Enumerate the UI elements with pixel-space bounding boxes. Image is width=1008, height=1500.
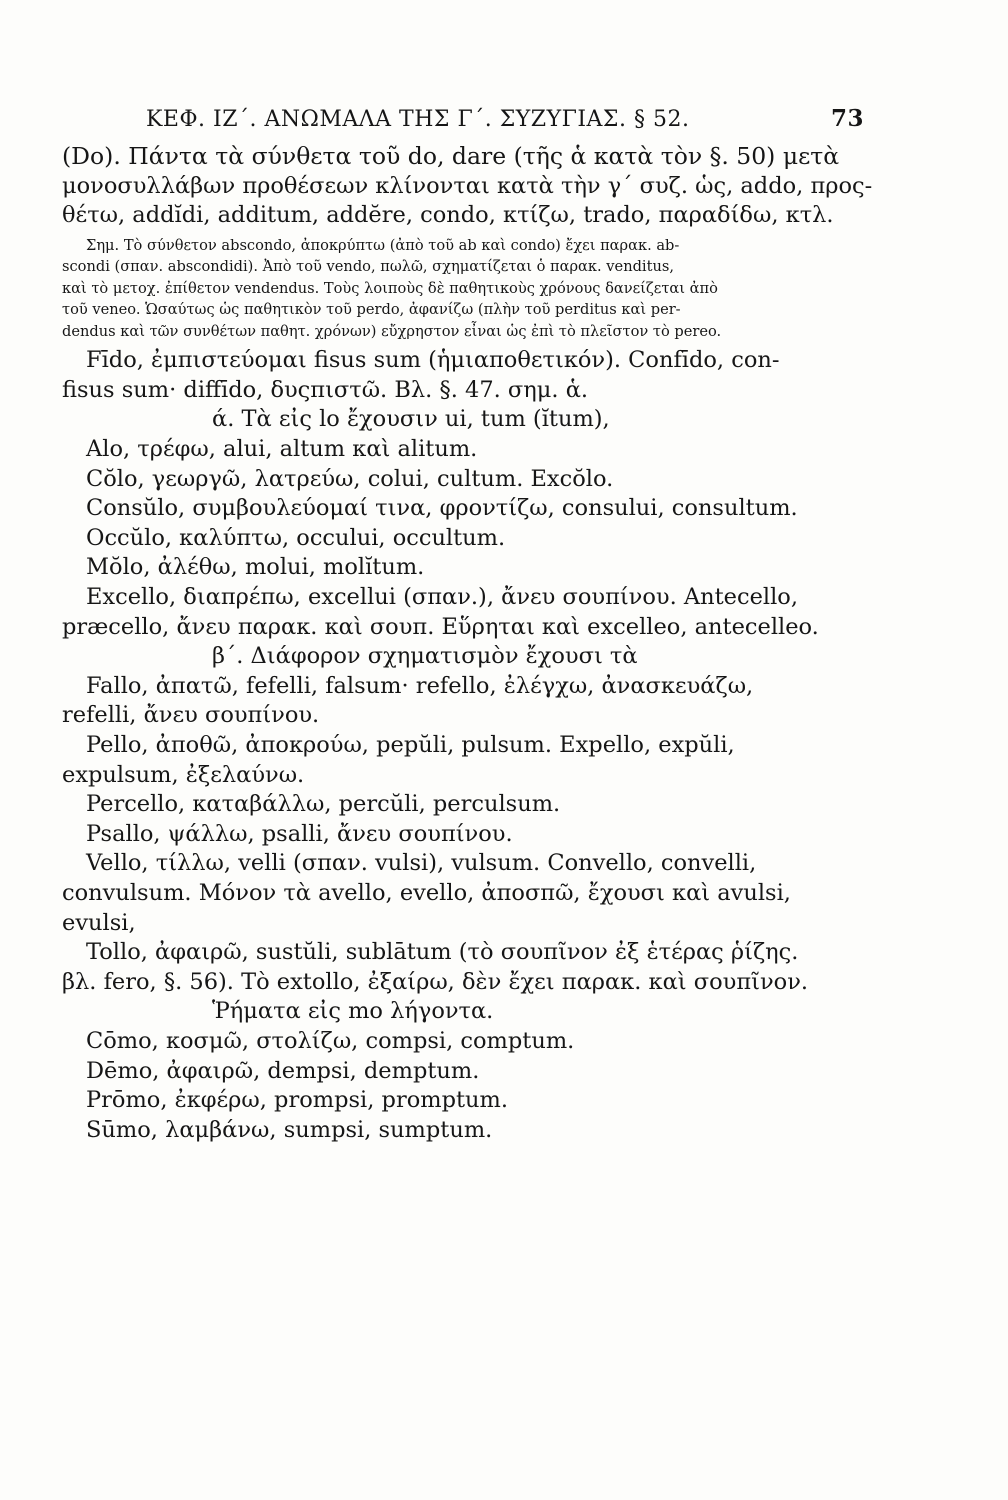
entry-line: Psallo, ψάλλω, psalli, ἄνευ σουπίνου. (86, 820, 513, 847)
book-page (62, 98, 873, 1145)
entry-line: Alo, τρέφω, alui, altum καὶ alitum. (86, 436, 478, 463)
text-line: (Do). Πάντα τὰ σύνθετα τοῦ do, dare (τῆς ἁ κατὰ τὸν §. 50) μετὰ (62, 142, 840, 170)
entry-line: Consŭlo, συμβουλεύομαί τινα, φροντίζω, consului, consultum. (86, 495, 798, 522)
note-line: τοῦ veneo. Ὡσαύτως ὡς παθητικὸν τοῦ perdo, ἀφανίζω (πλὴν τοῦ perditus καὶ per- (62, 301, 681, 319)
section-heading: Ῥήματα εἰς mo λήγοντα. (212, 998, 494, 1025)
note-line: scondi (σπαν. abscondidi). Ἀπὸ τοῦ vendo, πωλῶ, σχηματίζεται ὁ παρακ. venditus, (62, 258, 674, 276)
page-number: 73 (830, 105, 864, 132)
entry-line: Excello, διαπρέπω, excellui (σπαν.), ἄνευ σουπίνου. Antecello, (86, 584, 798, 611)
entry-line: Fallo, ἀπατῶ, fefelli, falsum· refello, ἐλέγχω, ἀνασκευάζω, (86, 672, 754, 699)
chapter-title: ΚΕΦ. ΙΖ΄. ΑΝΩΜΑΛΑ ΤΗΣ Γ΄. ΣΥΖΥΓΙΑΣ. § 52. (146, 107, 690, 132)
entry-line: refelli, ἄνευ σουπίνου. (62, 702, 320, 729)
page-body (62, 142, 873, 1145)
section-heading: β΄. Διάφορον σχηματισμὸν ἔχουσι τὰ (212, 643, 638, 670)
entry-line: Dēmo, ἀφαιρῶ, dempsi, demptum. (86, 1057, 480, 1084)
section-heading: ά. Τὰ εἰς lo ἔχουσιν ui, tum (ĭtum), (212, 406, 610, 433)
paragraph-do (62, 142, 873, 231)
text-line: θέτω, addĭdi, additum, addĕre, condo, κτίζω, trado, παραδίδω, κτλ. (62, 202, 834, 229)
footnote-block (62, 235, 862, 343)
text-line: Fīdo, ἐμπιστεύομαι fisus sum (ἡμιαποθετικόν). Confīdo, con- (86, 347, 780, 374)
entry-line: Occŭlo, καλύπτω, occului, occultum. (86, 524, 506, 551)
entry-line: expulsum, ἐξελαύνω. (62, 761, 305, 788)
paragraph-fido (62, 346, 862, 405)
entry-line: evulsi, (62, 909, 136, 936)
entry-line: Sūmo, λαμβάνω, sumpsi, sumptum. (86, 1116, 493, 1143)
note-line: dendus καὶ τῶν συνθέτων παθητ. χρόνων) εὔχρηστον εἶναι ὡς ἐπὶ τὸ πλεῖστον τὸ pereo. (62, 322, 722, 340)
text-line: μονοσυλλάβων προθέσεων κλίνονται κατὰ τὴν γ΄ συζ. ὡς, addo, προς- (62, 172, 873, 199)
entry-line: Percello, καταβάλλω, percŭli, perculsum. (86, 791, 561, 818)
section-a (62, 405, 862, 642)
entry-line: præcello, ἄνευ παρακ. καὶ σουπ. Εὕρηται καὶ excelleo, antecelleo. (62, 613, 819, 640)
section-c (62, 997, 862, 1145)
section-b (62, 642, 862, 997)
entry-line: Pello, ἀποθῶ, ἀποκρούω, pepŭli, pulsum. Expello, expŭli, (86, 732, 735, 758)
text-line: fisus sum· diffīdo, δυςπιστῶ. Βλ. §. 47. σημ. ἁ. (62, 376, 589, 403)
entry-line: Mŏlo, ἀλέθω, molui, molĭtum. (86, 554, 425, 581)
entry-line: Vello, τίλλω, velli (σπαν. vulsi), vulsum. Convello, convelli, (86, 850, 757, 877)
entry-line: Tollo, ἀφαιρῶ, sustŭli, sublātum (τὸ σουπῖνον ἐξ ἑτέρας ῥίζης. (86, 939, 799, 966)
entry-line: βλ. fero, §. 56). Τὸ extollo, ἐξαίρω, δὲν ἔχει παρακ. καὶ σουπῖνον. (62, 968, 809, 995)
note-line: Σημ. Τὸ σύνθετον abscondo, ἀποκρύπτω (ἀπὸ τοῦ ab καὶ condo) ἔχει παρακ. ab- (86, 236, 680, 254)
entry-line: Cōmo, κοσμῶ, στολίζω, compsi, comptum. (86, 1027, 575, 1054)
running-header (62, 98, 862, 132)
entry-line: Prōmo, ἐκφέρω, prompsi, promptum. (86, 1087, 509, 1114)
note-line: καὶ τὸ μετοχ. ἐπίθετον vendendus. Τοὺς λοιποὺς δὲ παθητικοὺς χρόνους δανείζεται ἀπὸ (62, 279, 718, 297)
entry-line: convulsum. Μόνον τὰ avello, evello, ἀποσπῶ, ἔχουσι καὶ avulsi, (62, 879, 791, 906)
entry-line: Cŏlo, γεωργῶ, λατρεύω, colui, cultum. Excŏlo. (86, 465, 614, 492)
